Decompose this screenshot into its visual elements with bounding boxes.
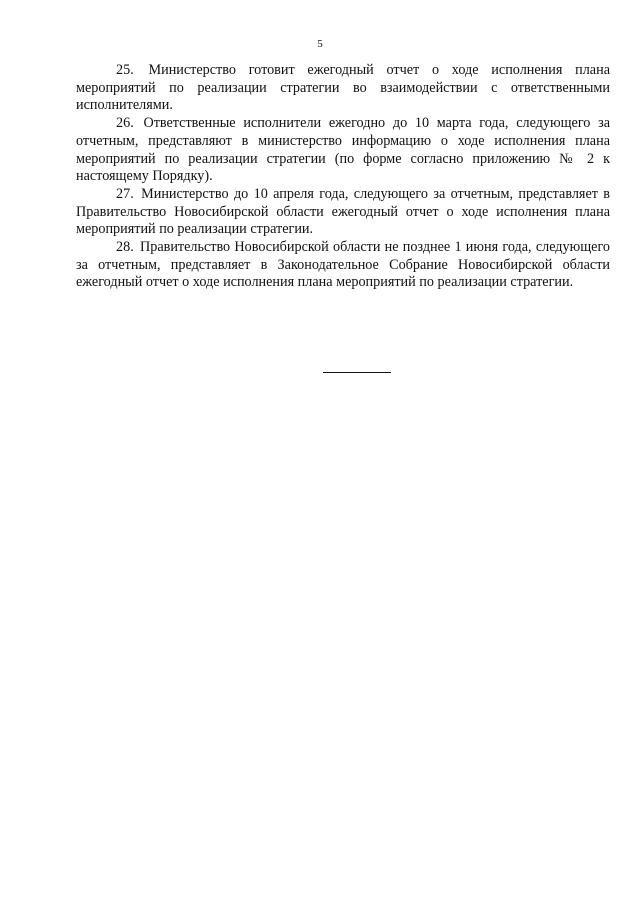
paragraph-number: 26. xyxy=(116,115,134,132)
paragraph-28 xyxy=(76,239,610,292)
paragraph-27 xyxy=(76,186,610,239)
paragraph-number: 27. xyxy=(116,185,134,202)
paragraph-25 xyxy=(76,62,610,115)
end-divider xyxy=(323,372,391,373)
paragraph-number: 25. xyxy=(116,62,134,78)
paragraph-text: Ответственные исполнители ежегодно до 10 марта года, следующего за отчетным, представляют в министерство информацию о ходе исполнения плана мероприятий по реализации стратегии (по форме согласно приложению № 2 к настоящему Порядку). xyxy=(76,115,610,185)
paragraph-text: Правительство Новосибирской области не позднее 1 июня года, следующего за отчетным, представляет в Законодательное Собрание Новосибирской области ежегодный отчет о ходе исполнения плана мероприятий по реализации стратегии. xyxy=(76,239,610,291)
document-body xyxy=(76,62,610,292)
paragraph-text: Министерство готовит ежегодный отчет о ходе исполнения плана мероприятий по реализации стратегии во взаимодействии с ответственными исполнителями. xyxy=(76,62,610,114)
page-number: 5 xyxy=(317,38,323,50)
paragraph-26 xyxy=(76,115,610,186)
paragraph-text: Министерство до 10 апреля года, следующего за отчетным, представляет в Правительство Новосибирской области ежегодный отчет о ходе исполнения плана мероприятий по реализации стратегии. xyxy=(76,185,611,238)
paragraph-number: 28. xyxy=(116,239,134,256)
